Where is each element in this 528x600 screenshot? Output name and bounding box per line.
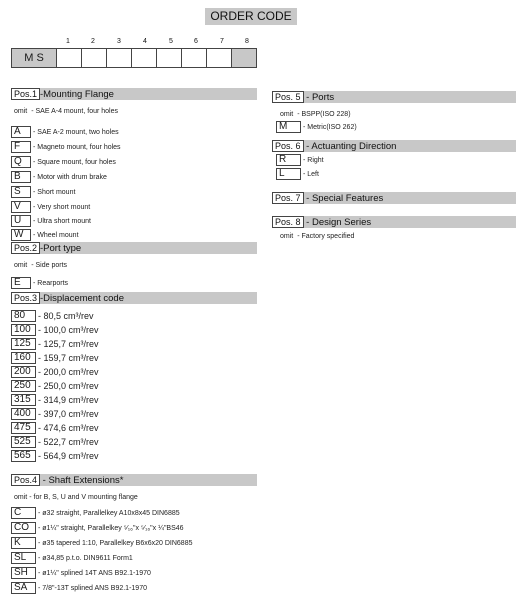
section-title: - Ports [303, 92, 335, 103]
code-box: M [276, 121, 301, 133]
section-title: - Design Series [303, 217, 372, 228]
section-title: -Port type [40, 243, 82, 254]
item-desc: - Very short mount [33, 203, 91, 211]
omit-label: omit [280, 110, 294, 118]
code-box: A [11, 126, 31, 138]
list-item [11, 380, 99, 392]
code-box: 315 [11, 394, 36, 406]
grid-position-number: 5 [169, 38, 173, 45]
item-desc: - Metric(ISO 262) [303, 123, 357, 131]
list-item [11, 201, 90, 213]
code-slot-7 [207, 48, 232, 68]
list-item [276, 154, 324, 166]
omit-row [14, 259, 67, 271]
section-tag: Pos.4 [11, 474, 40, 486]
code-box: S [11, 186, 31, 198]
grid-position-number: 2 [91, 38, 95, 45]
list-item [11, 366, 99, 378]
section-header-pos5 [272, 91, 516, 103]
section-header-pos7 [272, 192, 516, 204]
list-item [11, 229, 79, 241]
item-desc: - 125,7 cm³/rev [38, 339, 99, 349]
omit-desc: - SAE A-4 mount, four holes [31, 107, 118, 115]
code-box: F [11, 141, 31, 153]
grid-position-number: 4 [143, 38, 147, 45]
code-box: 80 [11, 310, 36, 322]
list-item [11, 186, 75, 198]
code-box: L [276, 168, 301, 180]
item-desc: - Right [303, 156, 324, 164]
order-code-grid [11, 48, 257, 68]
item-desc: - Magneto mount, four holes [33, 143, 121, 151]
code-box: C [11, 507, 36, 519]
item-desc: - Ultra short mount [33, 217, 91, 225]
item-desc: - Motor with drum brake [33, 173, 107, 181]
code-box: 565 [11, 450, 36, 462]
code-box: 400 [11, 408, 36, 420]
section-title: - Special Features [303, 193, 384, 204]
grid-position-number: 6 [194, 38, 198, 45]
item-desc: - 100,0 cm³/rev [38, 325, 99, 335]
code-box: R [276, 154, 301, 166]
code-box: 125 [11, 338, 36, 350]
item-desc: - 314,9 cm³/rev [38, 395, 99, 405]
code-slot-4 [132, 48, 157, 68]
code-slot-3 [107, 48, 132, 68]
section-header-pos4 [11, 474, 257, 486]
omit-label: omit [14, 493, 28, 501]
grid-position-number: 3 [117, 38, 121, 45]
section-header-pos6 [272, 140, 516, 152]
item-desc: - ø35 tapered 1:10, Parallelkey B6x6x20 DIN6885 [38, 539, 193, 547]
section-title: -Mounting Flange [40, 89, 114, 100]
section-tag: Pos.1 [11, 88, 40, 100]
list-item [11, 582, 147, 594]
section-header-pos2 [11, 242, 257, 254]
omit-row [14, 491, 138, 503]
list-item [11, 141, 121, 153]
code-box: 475 [11, 422, 36, 434]
grid-position-number: 1 [66, 38, 70, 45]
list-item [276, 168, 319, 180]
section-tag: Pos. 8 [272, 216, 304, 228]
section-tag: Pos. 7 [272, 192, 304, 204]
item-desc: - 522,7 cm³/rev [38, 437, 99, 447]
omit-desc: - BSPP(ISO 228) [297, 110, 351, 118]
list-item [11, 394, 99, 406]
list-item [11, 171, 107, 183]
item-desc: - Rearports [33, 279, 69, 287]
item-desc: - 564,9 cm³/rev [38, 451, 99, 461]
omit-desc: - Side ports [31, 261, 68, 269]
section-title: - Actuanting Direction [303, 141, 397, 152]
section-header-pos1 [11, 88, 257, 100]
grid-position-number: 7 [220, 38, 224, 45]
section-tag: Pos.3 [11, 292, 40, 304]
list-item [11, 537, 192, 549]
item-desc: - ø32 straight, Parallelkey A10x8x45 DIN6885 [38, 509, 180, 517]
item-desc: - 250,0 cm³/rev [38, 381, 99, 391]
item-desc: - SAE A-2 mount, two holes [33, 128, 119, 136]
code-box: SA [11, 582, 36, 594]
omit-label: omit [14, 261, 28, 269]
item-desc: - ø1¼" straight, Parallelkey ⁵⁄₁₆"x ⁵⁄₁₆"x ¼"BS46 [38, 524, 184, 532]
item-desc: - 7/8"-13T splined ANS B92.1-1970 [38, 584, 147, 592]
section-header-pos3 [11, 292, 257, 304]
list-item [11, 408, 99, 420]
section-header-pos8 [272, 216, 516, 228]
list-item [11, 324, 99, 336]
code-box: SH [11, 567, 36, 579]
item-desc: - Left [303, 170, 319, 178]
list-item [11, 507, 180, 519]
item-desc: - 159,7 cm³/rev [38, 353, 99, 363]
omit-row [280, 230, 354, 242]
omit-desc: - Factory specified [297, 232, 355, 240]
code-box: 160 [11, 352, 36, 364]
list-item [11, 352, 99, 364]
code-box: K [11, 537, 36, 549]
code-slot-2 [82, 48, 107, 68]
list-item [11, 338, 99, 350]
code-box: CO [11, 522, 36, 534]
omit-label: omit [280, 232, 294, 240]
section-title: - Shaft Extensions* [40, 475, 124, 486]
item-desc: - 80,5 cm³/rev [38, 311, 94, 321]
list-item [11, 156, 116, 168]
code-box: W [11, 229, 31, 241]
code-box: Q [11, 156, 31, 168]
code-box: E [11, 277, 31, 289]
section-tag: Pos.2 [11, 242, 40, 254]
list-item [276, 121, 357, 133]
code-box: B [11, 171, 31, 183]
list-item [11, 450, 99, 462]
code-box: V [11, 201, 31, 213]
list-item [11, 277, 68, 289]
code-box: 525 [11, 436, 36, 448]
list-item [11, 310, 94, 322]
item-desc: - Wheel mount [33, 231, 79, 239]
list-item [11, 567, 151, 579]
omit-row [14, 105, 118, 117]
list-item [11, 522, 184, 534]
item-desc: - Short mount [33, 188, 76, 196]
grid-position-number: 8 [245, 38, 249, 45]
section-tag: Pos. 5 [272, 91, 304, 103]
item-desc: - ø34,85 p.t.o. DIN9611 Form1 [38, 554, 133, 562]
item-desc: - Square mount, four holes [33, 158, 116, 166]
code-box: SL [11, 552, 36, 564]
code-prefix: M S [11, 48, 57, 68]
list-item [11, 126, 119, 138]
list-item [11, 215, 91, 227]
code-box: 100 [11, 324, 36, 336]
list-item [11, 552, 133, 564]
omit-row [280, 108, 351, 120]
section-title: -Displacement code [40, 293, 124, 304]
code-box: 250 [11, 380, 36, 392]
section-tag: Pos. 6 [272, 140, 304, 152]
item-desc: - 200,0 cm³/rev [38, 367, 99, 377]
code-slot-8 [232, 48, 257, 68]
item-desc: - 397,0 cm³/rev [38, 409, 99, 419]
page-title: ORDER CODE [205, 8, 297, 25]
omit-label: omit [14, 107, 28, 115]
code-slot-6 [182, 48, 207, 68]
code-box: 200 [11, 366, 36, 378]
item-desc: - ø1¼" splined 14T ANS B92.1-1970 [38, 569, 151, 577]
item-desc: - 474,6 cm³/rev [38, 423, 99, 433]
code-slot-5 [157, 48, 182, 68]
list-item [11, 436, 99, 448]
list-item [11, 422, 99, 434]
code-box: U [11, 215, 31, 227]
omit-desc: - for B, S, U and V mounting flange [29, 493, 138, 501]
code-slot-1 [57, 48, 82, 68]
